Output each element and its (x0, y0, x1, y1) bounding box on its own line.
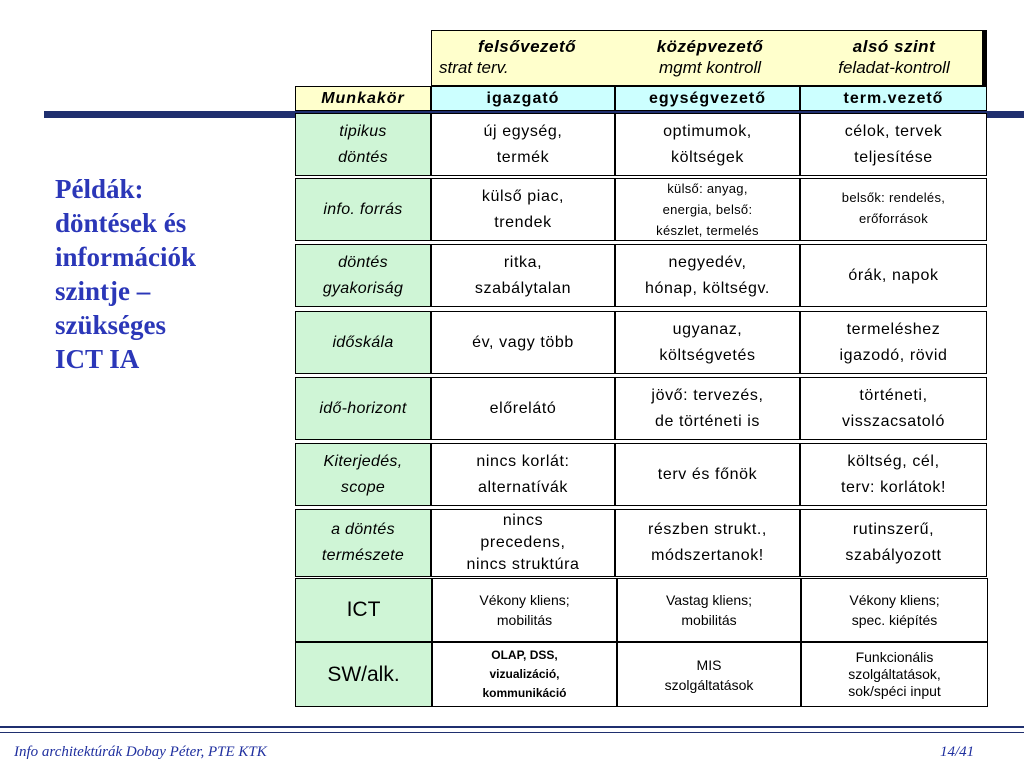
row-label (295, 113, 431, 176)
cell-text: belsők: rendelés, erőforrások (841, 190, 946, 226)
ict-cell (432, 578, 617, 642)
row-label-text: idő-horizont (319, 399, 407, 417)
ict-row-label-text: SW/alk. (327, 662, 400, 686)
table-cell (431, 509, 615, 577)
table-cell (431, 377, 615, 440)
header-col-egysegvezeto (615, 86, 800, 111)
table-cell (431, 244, 615, 307)
table-cell (800, 443, 987, 506)
row-label-text: tipikus döntés (338, 122, 388, 166)
ict-cell-text: Vastag kliens; mobilitás (665, 592, 753, 628)
cell-text: ritka, szabálytalan (474, 253, 572, 297)
cell-text: órák, napok (848, 266, 939, 284)
table-cell (800, 311, 987, 374)
cell-text: célok, tervek teljesítése (844, 122, 943, 166)
ict-row-label-text: ICT (346, 598, 381, 621)
ict-row-label (295, 578, 432, 642)
table-cell (615, 443, 800, 506)
level-name: középvezető (656, 37, 764, 56)
table-cell (615, 113, 800, 176)
ict-cell (432, 642, 617, 707)
cell-text: nincs precedens, nincs struktúra (466, 512, 580, 573)
level-sub: mgmt kontroll (658, 58, 762, 77)
header-col-igazgato (431, 86, 615, 111)
ict-cell (617, 578, 801, 642)
row-label (295, 311, 431, 374)
ict-cell (617, 642, 801, 707)
header-col-termvezeto (800, 86, 987, 111)
level-sub: strat terv. (439, 58, 509, 77)
level-top (437, 36, 617, 78)
table-cell (615, 178, 800, 241)
ict-cell-text: OLAP, DSS, vizualizáció, kommunikáció (482, 648, 567, 700)
cell-text: nincs korlát: alternatívák (476, 452, 570, 496)
cell-text: előrelátó (489, 399, 557, 417)
level-name: felsővezető (477, 37, 577, 56)
cell-text: részben strukt., módszertanok! (648, 521, 767, 564)
row-label-text: Kiterjedés, scope (323, 452, 403, 496)
row-label (295, 178, 431, 241)
title-line: döntések és (55, 208, 187, 238)
title-line: szintje – (55, 276, 151, 306)
row-label (295, 509, 431, 577)
cell-text: év, vagy több (472, 333, 574, 351)
cell-text: termeléshez igazodó, rövid (839, 320, 948, 364)
table-cell (800, 509, 987, 577)
cell-text: negyedév, hónap, költségv. (645, 253, 770, 297)
title-line: Példák: (55, 174, 144, 204)
level-bottom (804, 36, 984, 78)
bottom-divider-thin-line (0, 732, 1024, 733)
ict-cell (801, 642, 988, 707)
table-cell (431, 311, 615, 374)
ict-cell-text: MIS szolgáltatások (664, 656, 754, 693)
row-label-text: a döntés természete (321, 521, 405, 564)
cell-text: költség, cél, terv: korlátok! (840, 452, 947, 496)
ict-cell (801, 578, 988, 642)
row-label-text: időskála (332, 333, 394, 351)
header-col-label: term.vezető (843, 89, 944, 107)
title-line: szükséges (55, 310, 167, 340)
cell-text: új egység, termék (483, 122, 563, 166)
table-cell (431, 113, 615, 176)
table-cell (431, 443, 615, 506)
footer-page-number: 14/41 (940, 744, 975, 760)
row-label-text: döntés gyakoriság (322, 253, 404, 297)
row-label-text: info. forrás (323, 200, 403, 218)
title-line: információk (55, 242, 196, 272)
bottom-divider-line (0, 726, 1024, 728)
table-cell (615, 244, 800, 307)
table-cell (615, 509, 800, 577)
level-middle (620, 36, 800, 78)
cell-text: terv és főnök (657, 465, 758, 483)
table-cell (800, 244, 987, 307)
table-cell (800, 377, 987, 440)
cell-text: rutinszerű, szabályozott (845, 521, 942, 564)
footer-author: Info architektúrák Dobay Péter, PTE KTK (14, 744, 267, 760)
ict-row-label (295, 642, 432, 707)
table-cell (431, 178, 615, 241)
row-label (295, 377, 431, 440)
level-sub: feladat-kontroll (838, 58, 950, 77)
header-col-label: egységvezető (649, 89, 766, 107)
ict-cell-text: Vékony kliens; spec. kiépítés (849, 592, 940, 628)
cell-text: optimumok, költségek (663, 122, 752, 166)
level-name: alsó szint (852, 37, 936, 56)
ict-cell-text: Funkcionális szolgáltatások, sok/spéci input (848, 649, 941, 699)
row-label (295, 244, 431, 307)
ict-cell-text: Vékony kliens; mobilitás (479, 592, 570, 628)
header-munkakor (295, 86, 431, 111)
table-cell (615, 311, 800, 374)
cell-text: jövő: tervezés, de történeti is (651, 386, 764, 430)
cell-text: történeti, visszacsatoló (842, 386, 945, 430)
table-cell (800, 178, 987, 241)
cell-text: külső piac, trendek (481, 187, 565, 231)
table-cell (800, 113, 987, 176)
cell-text: ugyanaz, költségvetés (659, 320, 756, 364)
title-line: ICT IA (55, 344, 140, 374)
header-munkakor-label: Munkakör (321, 89, 405, 107)
cell-text: külső: anyag, energia, belső: készlet, termelés (656, 181, 759, 238)
table-cell (615, 377, 800, 440)
header-col-label: igazgató (486, 89, 560, 107)
row-label (295, 443, 431, 506)
slide-title (55, 172, 275, 376)
